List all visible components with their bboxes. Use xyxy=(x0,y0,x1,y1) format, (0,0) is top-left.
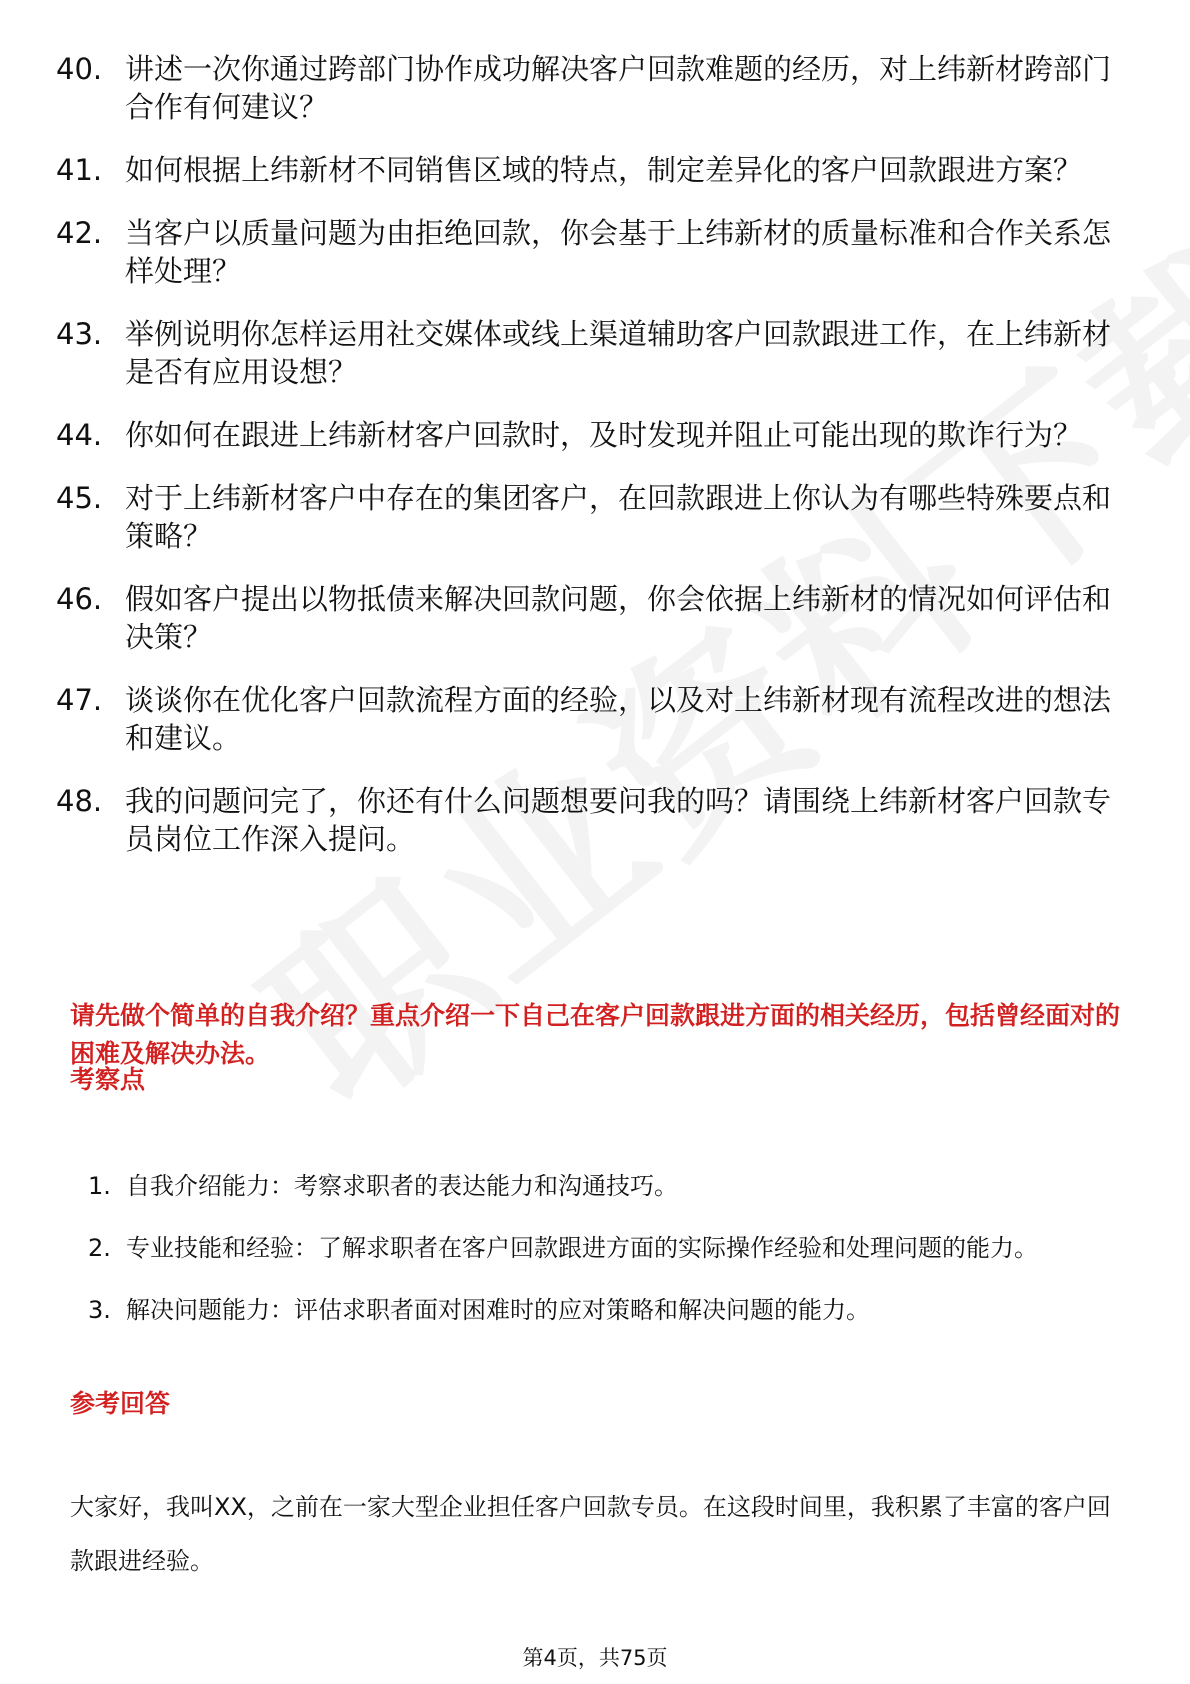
reference-answer: 大家好，我叫XX，之前在一家大型企业担任客户回款专员。在这段时间里，我积累了丰富的客户回款跟进经验。 xyxy=(70,1493,1111,1575)
focus-point-number: 1. xyxy=(88,1172,111,1200)
question-item xyxy=(56,416,1116,454)
question-item xyxy=(56,782,1116,858)
page-footer: 第4页，共75页 xyxy=(522,1646,668,1670)
question-text: 我的问题问完了，你还有什么问题想要问我的吗？请围绕上纬新材客户回款专员岗位工作深入提问。 xyxy=(125,784,1112,856)
question-item xyxy=(56,681,1116,757)
focus-point-text: 解决问题能力：评估求职者面对困难时的应对策略和解决问题的能力。 xyxy=(126,1296,870,1324)
question-text: 假如客户提出以物抵债来解决回款问题，你会依据上纬新材的情况如何评估和决策？ xyxy=(125,582,1112,654)
question-number: 46. xyxy=(56,582,103,616)
question-number: 45. xyxy=(56,481,103,515)
question-number: 47. xyxy=(56,683,103,717)
question-text: 对于上纬新材客户中存在的集团客户，在回款跟进上你认为有哪些特殊要点和策略？ xyxy=(125,481,1112,553)
focus-point-item xyxy=(70,1160,1120,1212)
question-number: 43. xyxy=(56,317,103,351)
question-number: 41. xyxy=(56,153,103,187)
question-number: 48. xyxy=(56,784,103,818)
focus-section-title: 考察点 xyxy=(70,1065,146,1094)
question-text: 如何根据上纬新材不同销售区域的特点，制定差异化的客户回款跟进方案？ xyxy=(125,153,1083,187)
question-number: 44. xyxy=(56,418,103,452)
question-item xyxy=(56,214,1116,290)
question-item xyxy=(56,315,1116,391)
question-number: 42. xyxy=(56,216,103,250)
question-list xyxy=(56,50,1116,883)
focus-point-item xyxy=(70,1222,1120,1274)
focus-point-item xyxy=(70,1284,1120,1336)
focus-point-number: 2. xyxy=(88,1234,111,1262)
question-text: 你如何在跟进上纬新材客户回款时，及时发现并阻止可能出现的欺诈行为？ xyxy=(125,418,1083,452)
question-text: 谈谈你在优化客户回款流程方面的经验，以及对上纬新材现有流程改进的想法和建议。 xyxy=(125,683,1112,755)
question-text: 当客户以质量问题为由拒绝回款，你会基于上纬新材的质量标准和合作关系怎样处理？ xyxy=(125,216,1112,288)
focus-point-number: 3. xyxy=(88,1296,111,1324)
focus-point-text: 自我介绍能力：考察求职者的表达能力和沟通技巧。 xyxy=(126,1172,678,1200)
question-item xyxy=(56,479,1116,555)
question-item xyxy=(56,50,1116,126)
question-item xyxy=(56,580,1116,656)
question-number: 40. xyxy=(56,52,103,86)
focus-point-list xyxy=(70,1160,1120,1346)
reference-section-title: 参考回答 xyxy=(70,1389,171,1418)
question-item xyxy=(56,151,1116,189)
question-text: 举例说明你怎样运用社交媒体或线上渠道辅助客户回款跟进工作，在上纬新材是否有应用设想？ xyxy=(125,317,1112,389)
highlighted-question: 请先做个简单的自我介绍？重点介绍一下自己在客户回款跟进方面的相关经历，包括曾经面对的困难及解决办法。 xyxy=(70,1001,1121,1068)
question-text: 讲述一次你通过跨部门协作成功解决客户回款难题的经历，对上纬新材跨部门合作有何建议？ xyxy=(125,52,1112,124)
focus-point-text: 专业技能和经验：了解求职者在客户回款跟进方面的实际操作经验和处理问题的能力。 xyxy=(126,1234,1038,1262)
